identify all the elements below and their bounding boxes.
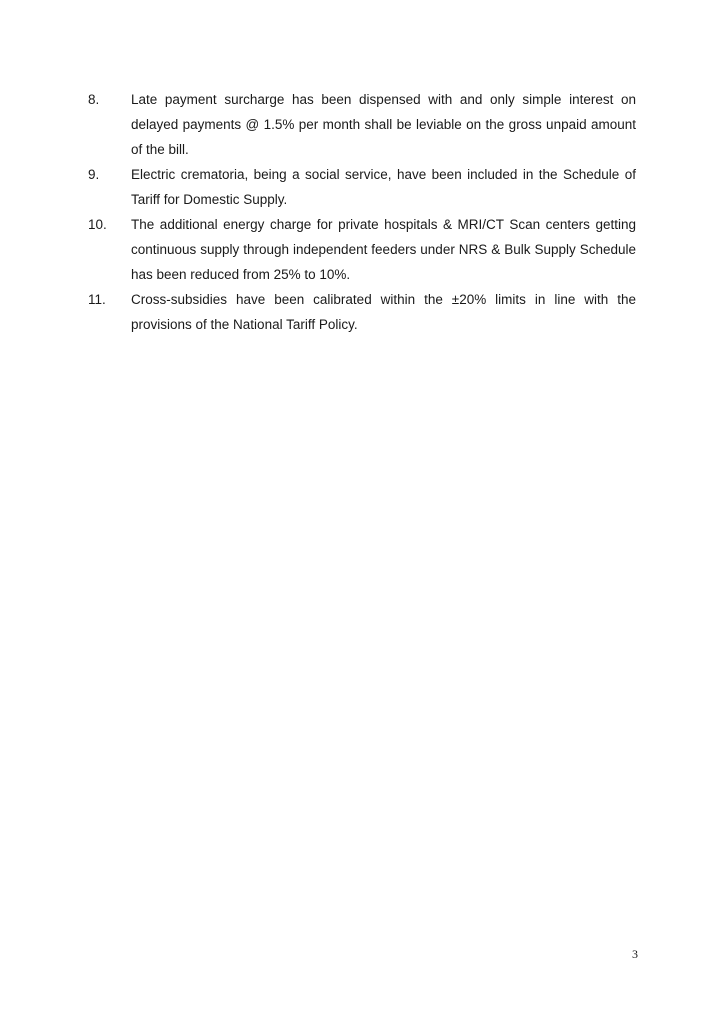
item-number: 8.	[88, 92, 100, 107]
list-item	[88, 162, 636, 212]
item-text: Late payment surcharge has been dispensed with and only simple interest on delayed payments @ 1.5% per month shall be leviable on the gross unpaid amount of the bill.	[131, 92, 636, 157]
list-item	[88, 212, 636, 287]
page-number: 3	[632, 947, 638, 961]
item-number: 11.	[88, 292, 106, 307]
item-number: 9.	[88, 167, 100, 182]
item-text: The additional energy charge for private hospitals & MRI/CT Scan centers getting continuous supply through independent feeders under NRS & Bulk Supply Schedule has been reduced from 25% to 10%.	[131, 217, 636, 282]
item-number: 10.	[88, 217, 107, 232]
numbered-list	[88, 87, 636, 337]
item-text: Cross-subsidies have been calibrated within the ±20% limits in line with the provisions of the National Tariff Policy.	[131, 292, 636, 332]
list-item	[88, 287, 636, 337]
item-text: Electric crematoria, being a social service, have been included in the Schedule of Tariff for Domestic Supply.	[131, 167, 636, 207]
list-item	[88, 87, 636, 162]
